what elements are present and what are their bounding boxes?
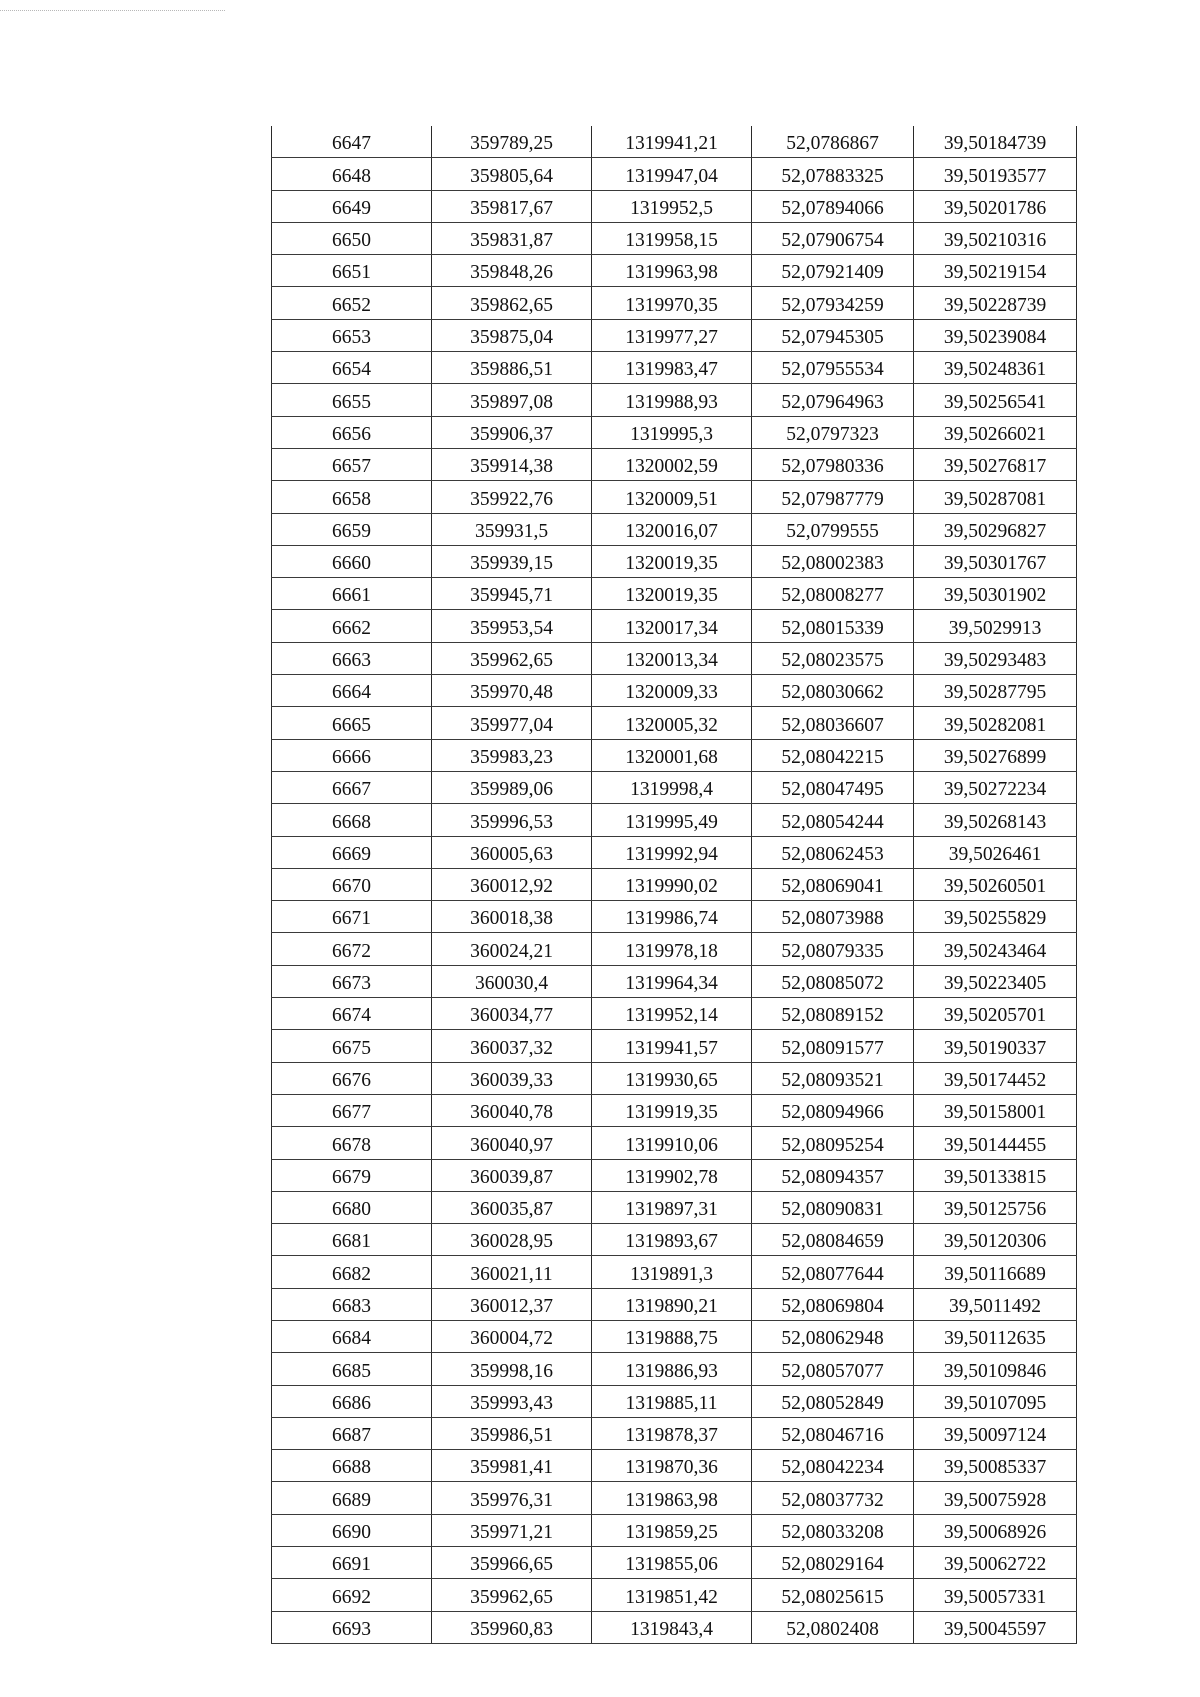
longitude-cell: 39,50296827 bbox=[914, 513, 1077, 545]
point-number-cell: 6663 bbox=[272, 642, 432, 674]
longitude-cell: 39,50293483 bbox=[914, 642, 1077, 674]
x-coordinate-cell: 360012,37 bbox=[432, 1288, 592, 1320]
point-number-cell: 6676 bbox=[272, 1062, 432, 1094]
point-number-cell: 6678 bbox=[272, 1127, 432, 1159]
table-row bbox=[272, 158, 1077, 190]
y-coordinate-cell: 1319885,11 bbox=[592, 1385, 752, 1417]
y-coordinate-cell: 1319897,31 bbox=[592, 1191, 752, 1223]
x-coordinate-cell: 359897,08 bbox=[432, 384, 592, 416]
point-number-cell: 6671 bbox=[272, 901, 432, 933]
latitude-cell: 52,08037732 bbox=[752, 1482, 914, 1514]
longitude-cell: 39,50255829 bbox=[914, 901, 1077, 933]
longitude-cell: 39,50158001 bbox=[914, 1094, 1077, 1126]
table-row bbox=[272, 1482, 1077, 1514]
longitude-cell: 39,50239084 bbox=[914, 319, 1077, 351]
x-coordinate-cell: 359986,51 bbox=[432, 1417, 592, 1449]
y-coordinate-cell: 1320005,32 bbox=[592, 707, 752, 739]
x-coordinate-cell: 359981,41 bbox=[432, 1450, 592, 1482]
longitude-cell: 39,50243464 bbox=[914, 933, 1077, 965]
coordinates-table-body bbox=[272, 126, 1077, 1643]
longitude-cell: 39,50190337 bbox=[914, 1030, 1077, 1062]
x-coordinate-cell: 360024,21 bbox=[432, 933, 592, 965]
table-row bbox=[272, 707, 1077, 739]
latitude-cell: 52,07921409 bbox=[752, 255, 914, 287]
x-coordinate-cell: 360035,87 bbox=[432, 1191, 592, 1223]
point-number-cell: 6650 bbox=[272, 222, 432, 254]
table-row bbox=[272, 1417, 1077, 1449]
y-coordinate-cell: 1319888,75 bbox=[592, 1320, 752, 1352]
x-coordinate-cell: 359931,5 bbox=[432, 513, 592, 545]
y-coordinate-cell: 1319963,98 bbox=[592, 255, 752, 287]
table-row bbox=[272, 771, 1077, 803]
latitude-cell: 52,07980336 bbox=[752, 448, 914, 480]
y-coordinate-cell: 1320017,34 bbox=[592, 610, 752, 642]
point-number-cell: 6654 bbox=[272, 352, 432, 384]
latitude-cell: 52,08025615 bbox=[752, 1579, 914, 1611]
longitude-cell: 39,50184739 bbox=[914, 126, 1077, 158]
x-coordinate-cell: 359977,04 bbox=[432, 707, 592, 739]
table-row bbox=[272, 481, 1077, 513]
point-number-cell: 6692 bbox=[272, 1579, 432, 1611]
y-coordinate-cell: 1319890,21 bbox=[592, 1288, 752, 1320]
y-coordinate-cell: 1319990,02 bbox=[592, 868, 752, 900]
latitude-cell: 52,07964963 bbox=[752, 384, 914, 416]
latitude-cell: 52,0786867 bbox=[752, 126, 914, 158]
x-coordinate-cell: 360039,87 bbox=[432, 1159, 592, 1191]
latitude-cell: 52,08094357 bbox=[752, 1159, 914, 1191]
latitude-cell: 52,0797323 bbox=[752, 416, 914, 448]
latitude-cell: 52,08094966 bbox=[752, 1094, 914, 1126]
y-coordinate-cell: 1319859,25 bbox=[592, 1514, 752, 1546]
point-number-cell: 6693 bbox=[272, 1611, 432, 1643]
point-number-cell: 6662 bbox=[272, 610, 432, 642]
x-coordinate-cell: 360037,32 bbox=[432, 1030, 592, 1062]
point-number-cell: 6657 bbox=[272, 448, 432, 480]
y-coordinate-cell: 1319992,94 bbox=[592, 836, 752, 868]
latitude-cell: 52,08077644 bbox=[752, 1256, 914, 1288]
point-number-cell: 6665 bbox=[272, 707, 432, 739]
x-coordinate-cell: 359962,65 bbox=[432, 642, 592, 674]
longitude-cell: 39,50228739 bbox=[914, 287, 1077, 319]
longitude-cell: 39,50057331 bbox=[914, 1579, 1077, 1611]
point-number-cell: 6684 bbox=[272, 1320, 432, 1352]
table-row bbox=[272, 222, 1077, 254]
latitude-cell: 52,08093521 bbox=[752, 1062, 914, 1094]
point-number-cell: 6666 bbox=[272, 739, 432, 771]
latitude-cell: 52,08073988 bbox=[752, 901, 914, 933]
longitude-cell: 39,50068926 bbox=[914, 1514, 1077, 1546]
longitude-cell: 39,50062722 bbox=[914, 1547, 1077, 1579]
longitude-cell: 39,50045597 bbox=[914, 1611, 1077, 1643]
point-number-cell: 6672 bbox=[272, 933, 432, 965]
table-row bbox=[272, 1547, 1077, 1579]
longitude-cell: 39,50272234 bbox=[914, 771, 1077, 803]
x-coordinate-cell: 359914,38 bbox=[432, 448, 592, 480]
table-row bbox=[272, 1288, 1077, 1320]
table-row bbox=[272, 1094, 1077, 1126]
x-coordinate-cell: 359831,87 bbox=[432, 222, 592, 254]
point-number-cell: 6673 bbox=[272, 965, 432, 997]
longitude-cell: 39,50260501 bbox=[914, 868, 1077, 900]
latitude-cell: 52,07934259 bbox=[752, 287, 914, 319]
y-coordinate-cell: 1320016,07 bbox=[592, 513, 752, 545]
table-row bbox=[272, 1256, 1077, 1288]
table-row bbox=[272, 933, 1077, 965]
y-coordinate-cell: 1319886,93 bbox=[592, 1353, 752, 1385]
latitude-cell: 52,08062453 bbox=[752, 836, 914, 868]
point-number-cell: 6683 bbox=[272, 1288, 432, 1320]
y-coordinate-cell: 1319930,65 bbox=[592, 1062, 752, 1094]
x-coordinate-cell: 359886,51 bbox=[432, 352, 592, 384]
table-row bbox=[272, 1030, 1077, 1062]
latitude-cell: 52,08079335 bbox=[752, 933, 914, 965]
point-number-cell: 6661 bbox=[272, 578, 432, 610]
y-coordinate-cell: 1319855,06 bbox=[592, 1547, 752, 1579]
x-coordinate-cell: 359875,04 bbox=[432, 319, 592, 351]
point-number-cell: 6680 bbox=[272, 1191, 432, 1223]
latitude-cell: 52,07906754 bbox=[752, 222, 914, 254]
x-coordinate-cell: 359970,48 bbox=[432, 675, 592, 707]
point-number-cell: 6674 bbox=[272, 998, 432, 1030]
point-number-cell: 6677 bbox=[272, 1094, 432, 1126]
x-coordinate-cell: 359960,83 bbox=[432, 1611, 592, 1643]
point-number-cell: 6687 bbox=[272, 1417, 432, 1449]
table-row bbox=[272, 1191, 1077, 1223]
latitude-cell: 52,07955534 bbox=[752, 352, 914, 384]
latitude-cell: 52,08023575 bbox=[752, 642, 914, 674]
longitude-cell: 39,50268143 bbox=[914, 804, 1077, 836]
point-number-cell: 6679 bbox=[272, 1159, 432, 1191]
y-coordinate-cell: 1320009,51 bbox=[592, 481, 752, 513]
x-coordinate-cell: 360040,97 bbox=[432, 1127, 592, 1159]
y-coordinate-cell: 1319952,5 bbox=[592, 190, 752, 222]
y-coordinate-cell: 1320001,68 bbox=[592, 739, 752, 771]
longitude-cell: 39,5026461 bbox=[914, 836, 1077, 868]
latitude-cell: 52,08069804 bbox=[752, 1288, 914, 1320]
longitude-cell: 39,50301902 bbox=[914, 578, 1077, 610]
table-row bbox=[272, 804, 1077, 836]
table-row bbox=[272, 675, 1077, 707]
x-coordinate-cell: 359966,65 bbox=[432, 1547, 592, 1579]
x-coordinate-cell: 359993,43 bbox=[432, 1385, 592, 1417]
y-coordinate-cell: 1319970,35 bbox=[592, 287, 752, 319]
y-coordinate-cell: 1319863,98 bbox=[592, 1482, 752, 1514]
table-row bbox=[272, 1224, 1077, 1256]
table-row bbox=[272, 998, 1077, 1030]
y-coordinate-cell: 1320019,35 bbox=[592, 545, 752, 577]
table-row bbox=[272, 1385, 1077, 1417]
table-row bbox=[272, 1127, 1077, 1159]
point-number-cell: 6648 bbox=[272, 158, 432, 190]
y-coordinate-cell: 1319941,21 bbox=[592, 126, 752, 158]
coordinates-table bbox=[271, 126, 1077, 1644]
latitude-cell: 52,08062948 bbox=[752, 1320, 914, 1352]
longitude-cell: 39,5011492 bbox=[914, 1288, 1077, 1320]
table-row bbox=[272, 1514, 1077, 1546]
longitude-cell: 39,50205701 bbox=[914, 998, 1077, 1030]
table-row bbox=[272, 1159, 1077, 1191]
y-coordinate-cell: 1320019,35 bbox=[592, 578, 752, 610]
point-number-cell: 6669 bbox=[272, 836, 432, 868]
latitude-cell: 52,08033208 bbox=[752, 1514, 914, 1546]
y-coordinate-cell: 1319902,78 bbox=[592, 1159, 752, 1191]
table-row bbox=[272, 610, 1077, 642]
y-coordinate-cell: 1320013,34 bbox=[592, 642, 752, 674]
longitude-cell: 39,50287081 bbox=[914, 481, 1077, 513]
x-coordinate-cell: 359805,64 bbox=[432, 158, 592, 190]
y-coordinate-cell: 1320009,33 bbox=[592, 675, 752, 707]
x-coordinate-cell: 359996,53 bbox=[432, 804, 592, 836]
y-coordinate-cell: 1319891,3 bbox=[592, 1256, 752, 1288]
longitude-cell: 39,50097124 bbox=[914, 1417, 1077, 1449]
latitude-cell: 52,08090831 bbox=[752, 1191, 914, 1223]
latitude-cell: 52,08042234 bbox=[752, 1450, 914, 1482]
table-row bbox=[272, 868, 1077, 900]
point-number-cell: 6653 bbox=[272, 319, 432, 351]
x-coordinate-cell: 360039,33 bbox=[432, 1062, 592, 1094]
longitude-cell: 39,50116689 bbox=[914, 1256, 1077, 1288]
x-coordinate-cell: 360028,95 bbox=[432, 1224, 592, 1256]
x-coordinate-cell: 359906,37 bbox=[432, 416, 592, 448]
scan-artifact-line bbox=[0, 10, 225, 11]
longitude-cell: 39,50133815 bbox=[914, 1159, 1077, 1191]
y-coordinate-cell: 1319964,34 bbox=[592, 965, 752, 997]
point-number-cell: 6690 bbox=[272, 1514, 432, 1546]
point-number-cell: 6655 bbox=[272, 384, 432, 416]
x-coordinate-cell: 360018,38 bbox=[432, 901, 592, 933]
point-number-cell: 6686 bbox=[272, 1385, 432, 1417]
latitude-cell: 52,07883325 bbox=[752, 158, 914, 190]
longitude-cell: 39,50109846 bbox=[914, 1353, 1077, 1385]
table-row bbox=[272, 1353, 1077, 1385]
y-coordinate-cell: 1319919,35 bbox=[592, 1094, 752, 1126]
table-row bbox=[272, 384, 1077, 416]
x-coordinate-cell: 360030,4 bbox=[432, 965, 592, 997]
table-row bbox=[272, 901, 1077, 933]
x-coordinate-cell: 359989,06 bbox=[432, 771, 592, 803]
x-coordinate-cell: 360021,11 bbox=[432, 1256, 592, 1288]
latitude-cell: 52,08084659 bbox=[752, 1224, 914, 1256]
y-coordinate-cell: 1319986,74 bbox=[592, 901, 752, 933]
table-row bbox=[272, 578, 1077, 610]
longitude-cell: 39,50301767 bbox=[914, 545, 1077, 577]
table-row bbox=[272, 287, 1077, 319]
point-number-cell: 6688 bbox=[272, 1450, 432, 1482]
latitude-cell: 52,07987779 bbox=[752, 481, 914, 513]
y-coordinate-cell: 1319941,57 bbox=[592, 1030, 752, 1062]
x-coordinate-cell: 360040,78 bbox=[432, 1094, 592, 1126]
latitude-cell: 52,08052849 bbox=[752, 1385, 914, 1417]
latitude-cell: 52,07894066 bbox=[752, 190, 914, 222]
longitude-cell: 39,50112635 bbox=[914, 1320, 1077, 1352]
longitude-cell: 39,50219154 bbox=[914, 255, 1077, 287]
point-number-cell: 6658 bbox=[272, 481, 432, 513]
point-number-cell: 6647 bbox=[272, 126, 432, 158]
y-coordinate-cell: 1319988,93 bbox=[592, 384, 752, 416]
x-coordinate-cell: 360012,92 bbox=[432, 868, 592, 900]
latitude-cell: 52,08057077 bbox=[752, 1353, 914, 1385]
latitude-cell: 52,08029164 bbox=[752, 1547, 914, 1579]
longitude-cell: 39,50125756 bbox=[914, 1191, 1077, 1223]
longitude-cell: 39,50193577 bbox=[914, 158, 1077, 190]
x-coordinate-cell: 359862,65 bbox=[432, 287, 592, 319]
table-row bbox=[272, 1062, 1077, 1094]
table-row bbox=[272, 513, 1077, 545]
x-coordinate-cell: 359998,16 bbox=[432, 1353, 592, 1385]
latitude-cell: 52,08015339 bbox=[752, 610, 914, 642]
y-coordinate-cell: 1319983,47 bbox=[592, 352, 752, 384]
table-row bbox=[272, 416, 1077, 448]
point-number-cell: 6652 bbox=[272, 287, 432, 319]
point-number-cell: 6670 bbox=[272, 868, 432, 900]
table-row bbox=[272, 642, 1077, 674]
longitude-cell: 39,50276899 bbox=[914, 739, 1077, 771]
latitude-cell: 52,08047495 bbox=[752, 771, 914, 803]
table-row bbox=[272, 1611, 1077, 1643]
y-coordinate-cell: 1319995,3 bbox=[592, 416, 752, 448]
point-number-cell: 6651 bbox=[272, 255, 432, 287]
point-number-cell: 6667 bbox=[272, 771, 432, 803]
x-coordinate-cell: 360034,77 bbox=[432, 998, 592, 1030]
table-row bbox=[272, 836, 1077, 868]
x-coordinate-cell: 359945,71 bbox=[432, 578, 592, 610]
x-coordinate-cell: 359922,76 bbox=[432, 481, 592, 513]
x-coordinate-cell: 359971,21 bbox=[432, 1514, 592, 1546]
longitude-cell: 39,50210316 bbox=[914, 222, 1077, 254]
y-coordinate-cell: 1319843,4 bbox=[592, 1611, 752, 1643]
x-coordinate-cell: 359817,67 bbox=[432, 190, 592, 222]
latitude-cell: 52,08008277 bbox=[752, 578, 914, 610]
longitude-cell: 39,50174452 bbox=[914, 1062, 1077, 1094]
latitude-cell: 52,08042215 bbox=[752, 739, 914, 771]
latitude-cell: 52,07945305 bbox=[752, 319, 914, 351]
point-number-cell: 6691 bbox=[272, 1547, 432, 1579]
y-coordinate-cell: 1319870,36 bbox=[592, 1450, 752, 1482]
point-number-cell: 6681 bbox=[272, 1224, 432, 1256]
latitude-cell: 52,0802408 bbox=[752, 1611, 914, 1643]
latitude-cell: 52,08046716 bbox=[752, 1417, 914, 1449]
y-coordinate-cell: 1319995,49 bbox=[592, 804, 752, 836]
point-number-cell: 6659 bbox=[272, 513, 432, 545]
latitude-cell: 52,08030662 bbox=[752, 675, 914, 707]
table-row bbox=[272, 319, 1077, 351]
longitude-cell: 39,50248361 bbox=[914, 352, 1077, 384]
latitude-cell: 52,0799555 bbox=[752, 513, 914, 545]
y-coordinate-cell: 1319893,67 bbox=[592, 1224, 752, 1256]
latitude-cell: 52,08095254 bbox=[752, 1127, 914, 1159]
longitude-cell: 39,50276817 bbox=[914, 448, 1077, 480]
table-row bbox=[272, 190, 1077, 222]
latitude-cell: 52,08002383 bbox=[752, 545, 914, 577]
y-coordinate-cell: 1319998,4 bbox=[592, 771, 752, 803]
longitude-cell: 39,50287795 bbox=[914, 675, 1077, 707]
table-row bbox=[272, 1320, 1077, 1352]
y-coordinate-cell: 1319851,42 bbox=[592, 1579, 752, 1611]
point-number-cell: 6689 bbox=[272, 1482, 432, 1514]
x-coordinate-cell: 359848,26 bbox=[432, 255, 592, 287]
x-coordinate-cell: 359953,54 bbox=[432, 610, 592, 642]
longitude-cell: 39,5029913 bbox=[914, 610, 1077, 642]
y-coordinate-cell: 1319910,06 bbox=[592, 1127, 752, 1159]
longitude-cell: 39,50075928 bbox=[914, 1482, 1077, 1514]
longitude-cell: 39,50201786 bbox=[914, 190, 1077, 222]
longitude-cell: 39,50107095 bbox=[914, 1385, 1077, 1417]
table-row bbox=[272, 352, 1077, 384]
y-coordinate-cell: 1319952,14 bbox=[592, 998, 752, 1030]
longitude-cell: 39,50144455 bbox=[914, 1127, 1077, 1159]
latitude-cell: 52,08085072 bbox=[752, 965, 914, 997]
x-coordinate-cell: 359789,25 bbox=[432, 126, 592, 158]
latitude-cell: 52,08054244 bbox=[752, 804, 914, 836]
table-row bbox=[272, 965, 1077, 997]
table-row bbox=[272, 739, 1077, 771]
y-coordinate-cell: 1319978,18 bbox=[592, 933, 752, 965]
point-number-cell: 6660 bbox=[272, 545, 432, 577]
table-row bbox=[272, 545, 1077, 577]
point-number-cell: 6682 bbox=[272, 1256, 432, 1288]
x-coordinate-cell: 360005,63 bbox=[432, 836, 592, 868]
longitude-cell: 39,50223405 bbox=[914, 965, 1077, 997]
point-number-cell: 6668 bbox=[272, 804, 432, 836]
y-coordinate-cell: 1320002,59 bbox=[592, 448, 752, 480]
table-row bbox=[272, 448, 1077, 480]
table-row bbox=[272, 1579, 1077, 1611]
latitude-cell: 52,08069041 bbox=[752, 868, 914, 900]
longitude-cell: 39,50256541 bbox=[914, 384, 1077, 416]
latitude-cell: 52,08036607 bbox=[752, 707, 914, 739]
point-number-cell: 6685 bbox=[272, 1353, 432, 1385]
table-row bbox=[272, 255, 1077, 287]
x-coordinate-cell: 359939,15 bbox=[432, 545, 592, 577]
longitude-cell: 39,50085337 bbox=[914, 1450, 1077, 1482]
x-coordinate-cell: 359983,23 bbox=[432, 739, 592, 771]
point-number-cell: 6675 bbox=[272, 1030, 432, 1062]
y-coordinate-cell: 1319977,27 bbox=[592, 319, 752, 351]
y-coordinate-cell: 1319958,15 bbox=[592, 222, 752, 254]
point-number-cell: 6656 bbox=[272, 416, 432, 448]
latitude-cell: 52,08091577 bbox=[752, 1030, 914, 1062]
point-number-cell: 6664 bbox=[272, 675, 432, 707]
x-coordinate-cell: 359962,65 bbox=[432, 1579, 592, 1611]
x-coordinate-cell: 359976,31 bbox=[432, 1482, 592, 1514]
longitude-cell: 39,50120306 bbox=[914, 1224, 1077, 1256]
latitude-cell: 52,08089152 bbox=[752, 998, 914, 1030]
y-coordinate-cell: 1319878,37 bbox=[592, 1417, 752, 1449]
longitude-cell: 39,50282081 bbox=[914, 707, 1077, 739]
table-row bbox=[272, 126, 1077, 158]
table-row bbox=[272, 1450, 1077, 1482]
longitude-cell: 39,50266021 bbox=[914, 416, 1077, 448]
y-coordinate-cell: 1319947,04 bbox=[592, 158, 752, 190]
x-coordinate-cell: 360004,72 bbox=[432, 1320, 592, 1352]
point-number-cell: 6649 bbox=[272, 190, 432, 222]
